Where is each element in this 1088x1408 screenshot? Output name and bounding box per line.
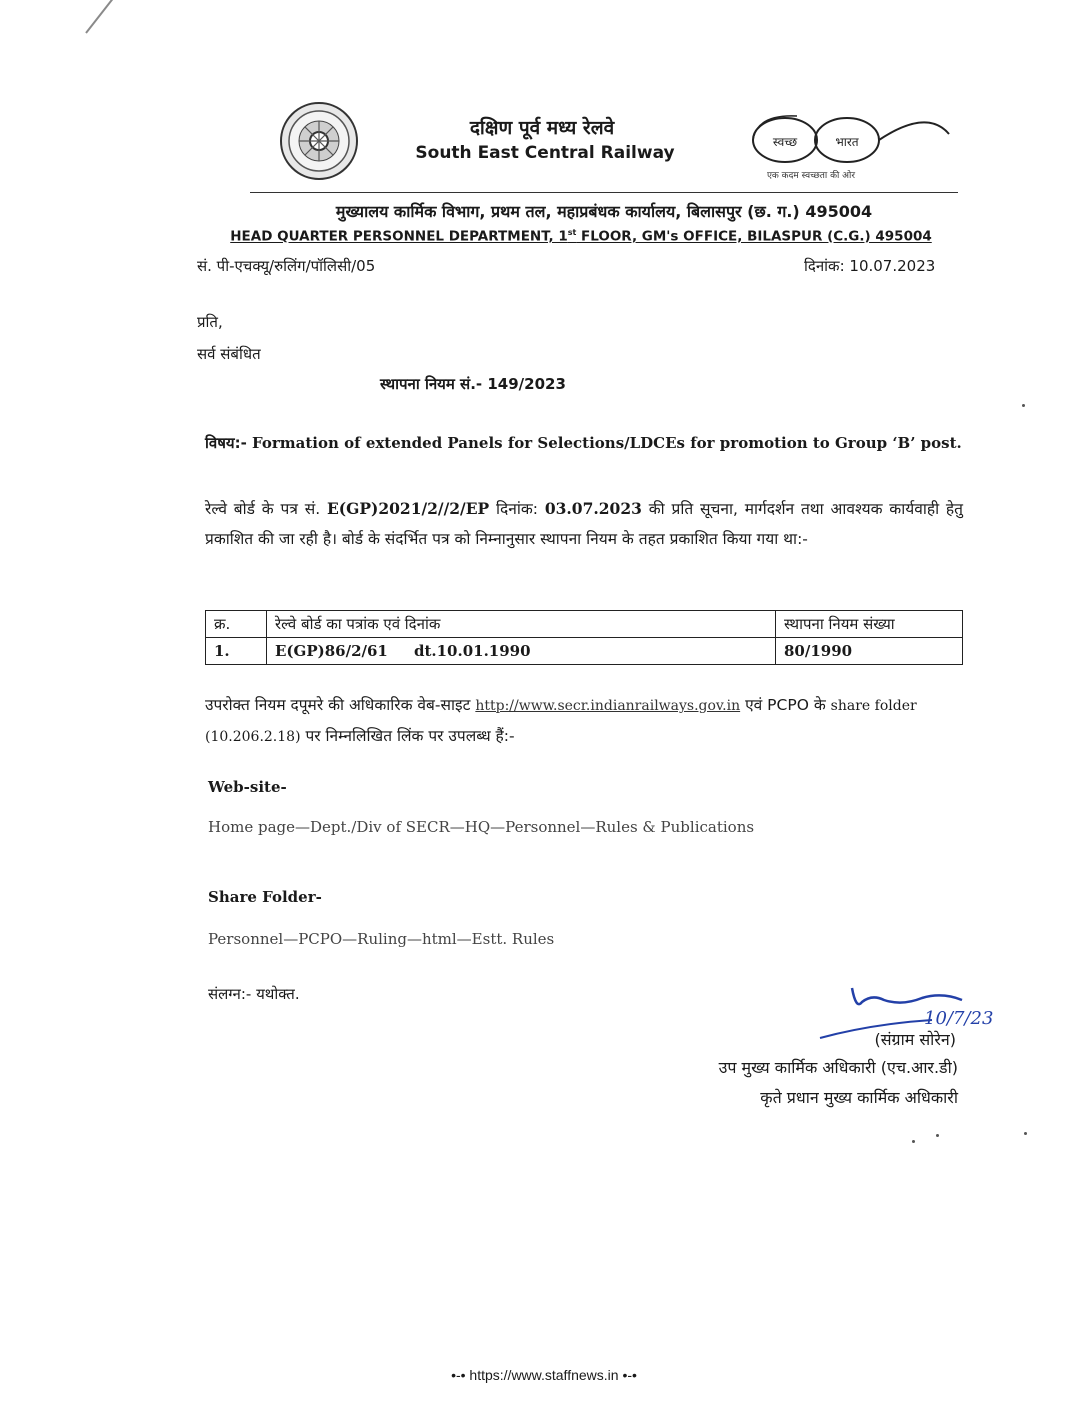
org-name-english: South East Central Railway	[415, 143, 675, 163]
rules-table	[205, 610, 963, 665]
org-name-hindi: दक्षिण पूर्व मध्य रेलवे	[469, 117, 615, 139]
swachh-tagline: एक कदम स्वच्छता की ओर	[766, 171, 856, 181]
footer-url[interactable]: •-• https://www.staffnews.in •-•	[451, 1367, 637, 1383]
subject-text: Formation of extended Panels for Selections/LDCEs for promotion to Group ‘B’ post.	[246, 434, 962, 452]
table-header-cell: रेल्वे बोर्ड का पत्रांक एवं दिनांक	[267, 611, 776, 638]
signatory-on-behalf: कृते प्रधान मुख्य कार्मिक अधिकारी	[760, 1088, 958, 1107]
scan-speck	[936, 1134, 939, 1137]
scan-mark	[85, 0, 115, 34]
reference-number: सं. पी-एचक्यू/रुलिंग/पॉलिसी/05	[197, 257, 376, 275]
swachh-bharat-logo-icon	[737, 106, 951, 184]
scan-speck	[1024, 1132, 1027, 1135]
signature-date-mark: 10/7/23	[924, 1008, 994, 1029]
addressee-line-1: प्रति,	[197, 313, 223, 331]
scan-speck	[912, 1140, 915, 1143]
header-divider	[250, 192, 958, 193]
subject	[205, 428, 965, 458]
subject-label: विषय:-	[205, 434, 247, 452]
signatory-designation: उप मुख्य कार्मिक अधिकारी (एच.आर.डी)	[718, 1058, 958, 1077]
letter-date: दिनांक: 10.07.2023	[804, 257, 936, 275]
department-english: HEAD QUARTER PERSONNEL DEPARTMENT, 1st FLOOR, GM's OFFICE, BILASPUR (C.G.) 495004	[230, 228, 932, 245]
website-path: Home page—Dept./Div of SECR—HQ—Personnel—Rules & Publications	[208, 818, 755, 836]
department-hindi: मुख्यालय कार्मिक विभाग, प्रथम तल, महाप्रबंधक कार्यालय, बिलासपुर (छ. ग.) 495004	[335, 202, 873, 221]
share-folder-heading: Share Folder-	[208, 888, 322, 906]
share-folder-path: Personnel—PCPO—Ruling—html—Estt. Rules	[208, 930, 555, 948]
addressee-line-2: सर्व संबंधित	[197, 345, 261, 363]
enclosure: संलग्न:- यथोक्त.	[208, 985, 300, 1003]
table-header-cell: स्थापना नियम संख्या	[776, 611, 963, 638]
table-cell: E(GP)86/2/61 dt.10.01.1990	[267, 638, 776, 665]
swachh-left-text: स्वच्छ	[772, 135, 798, 149]
swachh-right-text: भारत	[835, 135, 859, 149]
scan-speck	[1022, 404, 1025, 407]
table-cell: 80/1990	[776, 638, 963, 665]
table-header-cell: क्र.	[206, 611, 267, 638]
signatory-name: (संग्राम सोरेन)	[874, 1030, 956, 1049]
establishment-rule-number: स्थापना नियम सं.- 149/2023	[380, 375, 566, 393]
website-link[interactable]: http://www.secr.indianrailways.gov.in	[475, 698, 741, 714]
railway-emblem-icon	[271, 100, 367, 182]
paragraph-2: उपरोक्त नियम दपूमरे की अधिकारिक वेब-साइट http://www.secr.indianrailways.gov.in एवं PCPO के share folder (10.206.2.18) पर निम्नलिखित लिंक पर उपलब्ध हैं:-	[205, 696, 917, 745]
table-cell: 1.	[206, 638, 267, 665]
table-header-row	[206, 611, 963, 638]
website-heading: Web-site-	[208, 778, 287, 796]
table-row	[206, 638, 963, 665]
paragraph-1: रेल्वे बोर्ड के पत्र सं. E(GP)2021/2//2/EP दिनांक: 03.07.2023 की प्रति सूचना, मार्गदर्शन तथा आवश्यक कार्यवाही हेतु प्रकाशित की जा रही है। बोर्ड के संदर्भित पत्र को निम्नानुसार स्थापना नियम के तहत प्रकाशित किया गया था:-	[205, 499, 963, 548]
